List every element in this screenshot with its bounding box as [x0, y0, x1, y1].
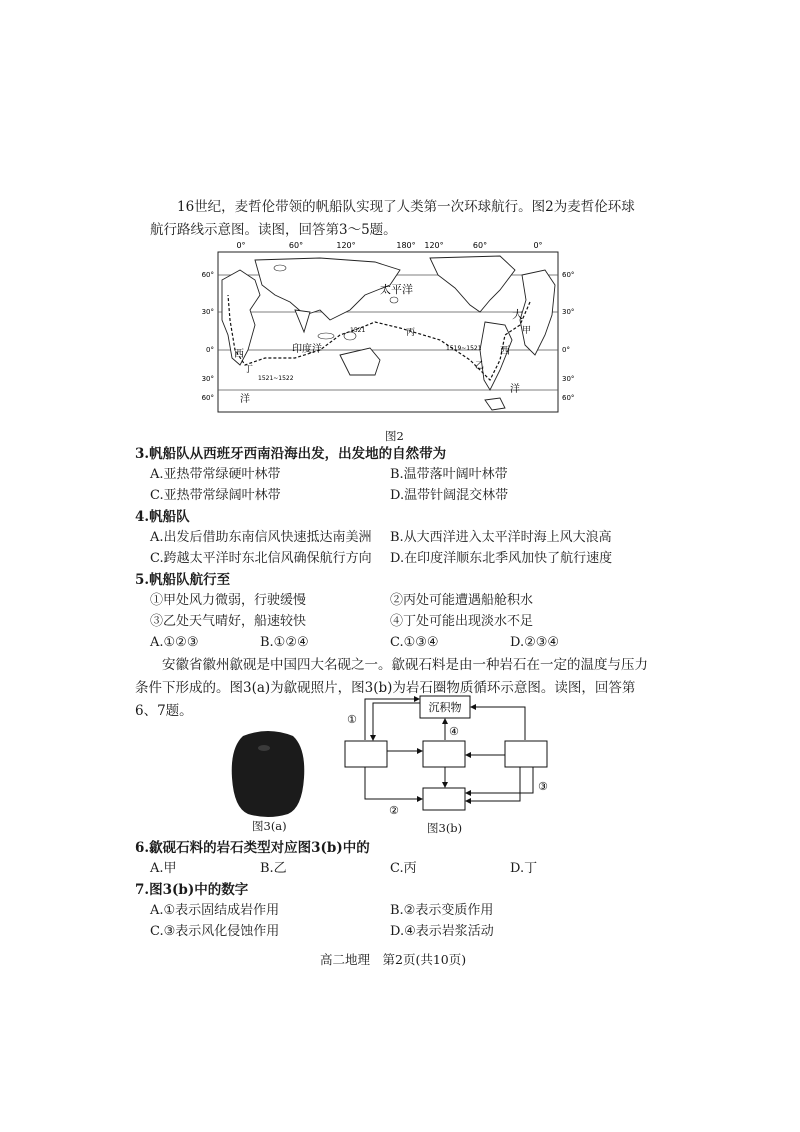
lat-label: 30°: [562, 308, 575, 316]
label-indian: 印度洋: [292, 344, 322, 355]
figure-3a-caption: 图3(a): [252, 819, 287, 833]
q6-option-b: B.乙: [260, 861, 287, 876]
lat-label: 60°: [201, 271, 214, 279]
lon-label: 120°: [424, 241, 444, 250]
label-yi: 乙: [475, 361, 485, 371]
figure-3b-caption: 图3(b): [427, 821, 463, 835]
q4-option-b: B.从大西洋进入太平洋时海上风大浪高: [390, 530, 612, 545]
q4-option-c: C.跨越太平洋时东北信风确保航行方向: [150, 551, 372, 566]
label-atlantic-xi: 西: [234, 349, 244, 360]
question-4-stem: 4.帆船队: [135, 509, 190, 525]
q7-option-c: C.③表示风化侵蚀作用: [150, 924, 280, 939]
q3-option-d: D.温带针阔混交林带: [390, 488, 509, 503]
label-n2: ②: [389, 804, 399, 817]
q7-option-d: D.④表示岩浆活动: [390, 924, 494, 939]
label-bing: 丙: [406, 328, 416, 338]
lat-label: 60°: [201, 394, 214, 402]
label-ocean-yang-right: 洋: [510, 384, 520, 395]
question-3-stem: 3.帆船队从西班牙西南沿海出发，出发地的自然带为: [135, 446, 447, 462]
question-5-stem: 5.帆船队航行至: [135, 572, 231, 588]
q5-option-c: C.①③④: [390, 635, 439, 650]
lat-label: 30°: [201, 308, 214, 316]
q3-option-b: B.温带落叶阔叶林带: [390, 467, 508, 482]
lat-label: 0°: [562, 346, 570, 354]
lat-label: 0°: [206, 346, 214, 354]
rock-cycle-diagram: [335, 693, 560, 818]
lon-label: 60°: [288, 241, 304, 250]
q5-option-b: B.①②④: [260, 635, 309, 650]
label-atlantic-da: 大: [512, 308, 523, 321]
label-ding: 丁: [244, 365, 254, 375]
q5-statement-4: ④丁处可能出现淡水不足: [390, 614, 534, 629]
q7-option-a: A.①表示固结成岩作用: [150, 903, 280, 918]
box-center: [423, 741, 465, 767]
label-n4: ④: [449, 725, 459, 738]
box-left: [345, 741, 387, 767]
lon-label: 180°: [396, 241, 416, 250]
q6-option-d: D.丁: [510, 861, 538, 876]
label-ocean-yang: 洋: [240, 394, 250, 405]
lat-label: 30°: [201, 375, 214, 383]
label-n1: ①: [347, 713, 357, 726]
q6-option-c: C.丙: [390, 861, 417, 876]
label-xi-right: 西: [500, 346, 510, 357]
lon-label: 120°: [336, 241, 356, 250]
box-right: [505, 741, 547, 767]
q3-option-c: C.亚热带常绿阔叶林带: [150, 488, 281, 503]
intro-paragraph-2: 安徽省徽州歙砚是中国四大名砚之一。歙砚石料是由一种岩石在一定的温度与压力条件下形成的。图3(a)为歙砚照片，图3(b)为岩石圈物质循环示意图。读图，回答第6、7题。: [135, 657, 648, 719]
q5-statement-2: ②丙处可能遭遇船舱积水: [390, 593, 534, 608]
question-7-stem: 7.图3(b)中的数字: [135, 882, 249, 898]
label-year-1521-1522: 1521~1522: [258, 375, 294, 382]
magellan-route-map: [200, 240, 590, 430]
inkstone-photo: [228, 728, 308, 818]
lon-label: 0°: [533, 241, 543, 250]
map-caption: 图2: [385, 429, 404, 443]
page-footer: 高二地理 第2页(共10页): [320, 952, 467, 967]
lat-label: 60°: [562, 394, 575, 402]
lon-label: 0°: [236, 241, 246, 250]
q4-option-a: A.出发后借助东南信风快速抵达南美洲: [150, 530, 372, 545]
label-year-1519-1521: 1519~1521: [446, 345, 482, 352]
q4-option-d: D.在印度洋顺东北季风加快了航行速度: [390, 551, 613, 566]
q7-option-b: B.②表示变质作用: [390, 903, 494, 918]
q5-option-a: A.①②③: [150, 635, 199, 650]
label-n3: ③: [538, 780, 548, 793]
q5-statement-3: ③乙处天气晴好，船速较快: [150, 614, 307, 629]
lon-label: 60°: [472, 241, 488, 250]
label-jia: 甲: [522, 326, 532, 336]
label-pacific: 太平洋: [380, 283, 413, 296]
box-sediment-label: 沉积物: [428, 701, 462, 714]
label-year-1521: 1521: [350, 327, 366, 334]
question-6-stem: 6.歙砚石料的岩石类型对应图3(b)中的: [135, 840, 370, 856]
lat-label: 60°: [562, 271, 575, 279]
box-bottom: [423, 788, 465, 810]
q5-statement-1: ①甲处风力微弱，行驶缓慢: [150, 593, 307, 608]
q5-option-d: D.②③④: [510, 635, 560, 650]
lat-label: 30°: [562, 375, 575, 383]
q3-option-a: A.亚热带常绿硬叶林带: [150, 467, 281, 482]
q6-option-a: A.甲: [150, 861, 177, 876]
intro-paragraph-1: 16世纪，麦哲伦带领的帆船队实现了人类第一次环球航行。图2为麦哲伦环球航行路线示意图。读图，回答第3～5题。: [150, 199, 635, 238]
